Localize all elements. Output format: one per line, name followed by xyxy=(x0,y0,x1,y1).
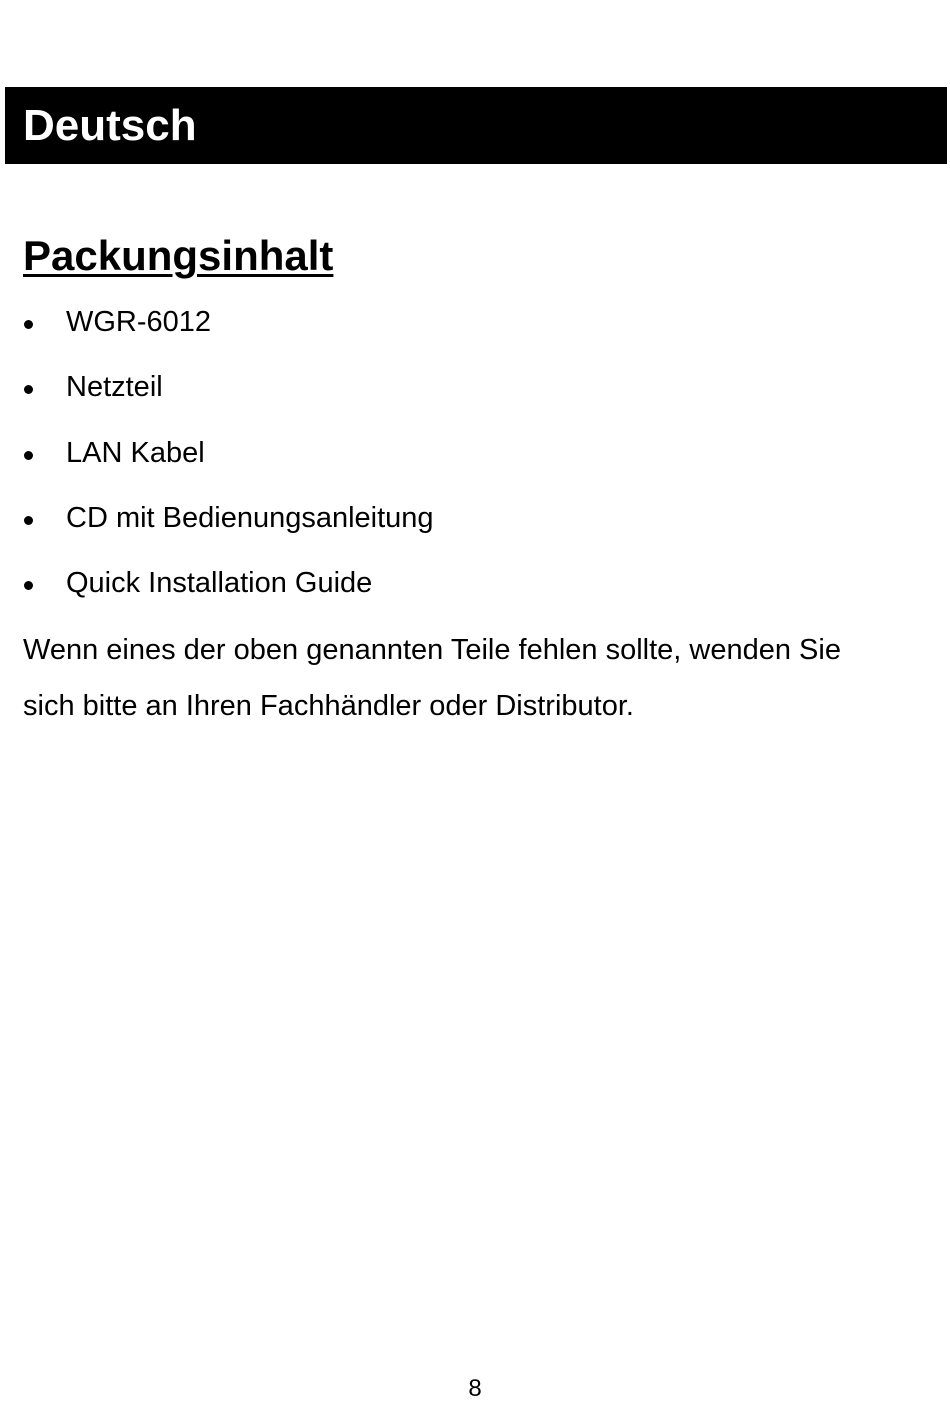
bullet-icon xyxy=(24,320,33,329)
missing-parts-note xyxy=(23,622,923,734)
bullet-icon xyxy=(24,385,33,394)
language-label: Deutsch xyxy=(23,101,197,150)
bullet-icon xyxy=(24,451,33,460)
list-item-text: Quick Installation Guide xyxy=(66,567,373,600)
section-heading: Packungsinhalt xyxy=(23,232,334,279)
list-item-text: WGR-6012 xyxy=(66,306,212,338)
bullet-icon xyxy=(24,516,33,525)
note-line-2: sich bitte an Ihren Fachhändler oder Distributor. xyxy=(23,690,634,722)
list-item-text: Netzteil xyxy=(66,371,163,404)
list-item-text: LAN Kabel xyxy=(66,436,205,469)
note-line-1: Wenn eines der oben genannten Teile fehlen sollte, wenden Sie xyxy=(23,634,841,666)
language-banner xyxy=(5,87,947,164)
list-item-text: CD mit Bedienungsanleitung xyxy=(66,501,434,534)
bullet-icon xyxy=(24,581,33,590)
page-number: 8 xyxy=(468,1375,482,1402)
